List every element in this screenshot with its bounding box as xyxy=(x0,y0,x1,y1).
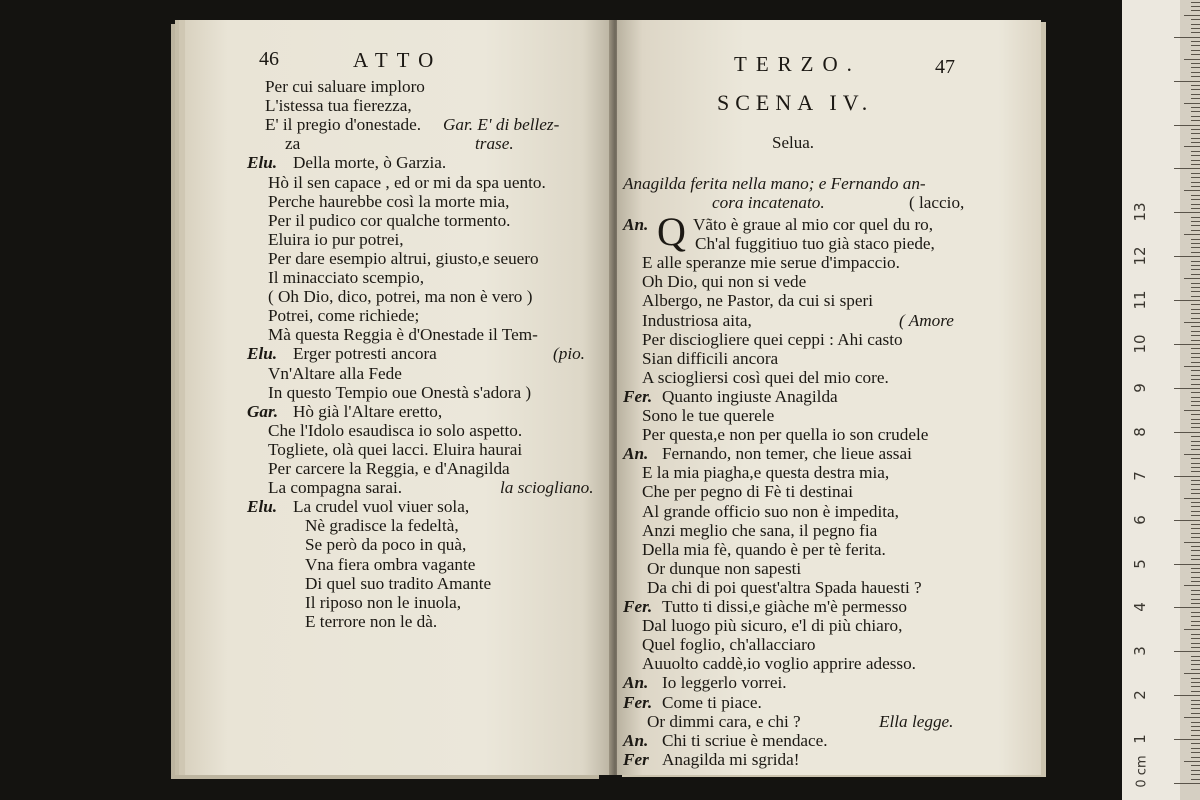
ruler-tick xyxy=(1191,348,1200,349)
ruler-tick xyxy=(1184,190,1200,191)
ruler-tick xyxy=(1191,309,1200,310)
ruler-tick xyxy=(1174,212,1200,213)
ruler-tick xyxy=(1191,397,1200,398)
ruler-tick xyxy=(1191,634,1200,635)
left_page-line: Togliete, olà quei lacci. Eluira haurai xyxy=(268,439,523,459)
ruler-tick xyxy=(1174,344,1200,345)
ruler-number: 5 xyxy=(1131,558,1149,569)
stage-direction-line-2: cora incatenato. xyxy=(712,193,825,212)
ruler-tick xyxy=(1191,621,1200,622)
ruler-tick xyxy=(1191,221,1200,222)
ruler-tick xyxy=(1191,713,1200,714)
ruler-tick xyxy=(1191,41,1200,42)
ruler-tick xyxy=(1191,195,1200,196)
ruler-tick xyxy=(1191,63,1200,64)
ruler-tick xyxy=(1191,204,1200,205)
ruler-tick xyxy=(1191,449,1200,450)
ruler-tick xyxy=(1191,550,1200,551)
stage-direction-line-1: Anagilda ferita nella mano; e Fernando an- xyxy=(623,174,926,193)
left_page-line: Hò il sen capace , ed or mi da spa uento. xyxy=(268,172,546,192)
ruler-tick xyxy=(1191,296,1200,297)
ruler-tick xyxy=(1191,524,1200,525)
speaker-label: Gar. xyxy=(247,401,279,421)
ruler-number: 10 xyxy=(1131,334,1149,354)
left_page-line: L'istessa tua fierezza, xyxy=(265,96,412,116)
ruler-tick xyxy=(1191,463,1200,464)
ruler-tick xyxy=(1191,774,1200,775)
ruler-number: 9 xyxy=(1131,383,1149,393)
ruler-tick xyxy=(1184,542,1200,543)
ruler-tick xyxy=(1191,480,1200,481)
right_page-line: Dal luogo più sicuro, e'l di più chiaro, xyxy=(642,616,903,636)
ruler-tick xyxy=(1191,594,1200,595)
ruler-tick xyxy=(1191,743,1200,744)
ruler-tick xyxy=(1191,678,1200,679)
ruler-tick xyxy=(1184,234,1200,235)
right_page-line: Io leggerlo vorrei. xyxy=(662,673,787,693)
ruler-tick xyxy=(1191,173,1200,174)
speaker-label: Fer. xyxy=(623,386,653,406)
speaker-label: Fer. xyxy=(623,597,653,616)
ruler-tick xyxy=(1191,660,1200,661)
ruler-unit-label: 0 cm xyxy=(1134,755,1150,788)
margin-note: Ella legge. xyxy=(879,711,954,731)
ruler-tick xyxy=(1174,607,1200,608)
right_page-line: Oh Dio, qui non si vede xyxy=(642,272,807,292)
right_page-line: Albergo, ne Pastor, da cui si speri xyxy=(642,291,873,311)
ruler-tick xyxy=(1191,239,1200,240)
ruler-tick xyxy=(1191,669,1200,670)
right_page-line: Chi ti scriue è mendace. xyxy=(662,730,828,750)
ruler-tick xyxy=(1184,410,1200,411)
ruler-tick xyxy=(1191,779,1200,780)
ruler-tick xyxy=(1191,287,1200,288)
speaker-label: An. xyxy=(623,444,649,464)
ruler-tick xyxy=(1191,467,1200,468)
ruler-tick xyxy=(1174,256,1200,257)
ruler-tick xyxy=(1184,146,1200,147)
right_page-line: Quel foglio, ch'allacciaro xyxy=(642,635,816,655)
ruler-tick xyxy=(1191,765,1200,766)
ruler-tick xyxy=(1184,103,1200,104)
ruler-tick xyxy=(1191,357,1200,358)
right_page-line: Ch'al fuggitiuo tuo già staco piede, xyxy=(695,234,935,254)
left_page-line: La crudel vuol viuer sola, xyxy=(293,497,470,517)
right_page-line: Da chi di poi quest'altra Spada hauesti ? xyxy=(647,577,922,597)
left-page-number: 46 xyxy=(259,48,279,70)
ruler-tick xyxy=(1191,370,1200,371)
ruler-tick xyxy=(1191,405,1200,406)
left_page-line: Vna fiera ombra vagante xyxy=(305,554,476,574)
ruler-tick xyxy=(1191,414,1200,415)
left_page-line: ( Oh Dio, dico, potrei, ma non è vero ) xyxy=(268,287,533,307)
right_page-line: Or dunque non sapesti xyxy=(647,558,802,578)
ruler-tick xyxy=(1191,445,1200,446)
right_page-line: Vãto è graue al mio cor quel du ro, xyxy=(693,215,934,234)
left_page-line: Hò già l'Altare eretto, xyxy=(293,401,443,421)
ruler-tick xyxy=(1191,252,1200,253)
ruler-tick xyxy=(1184,366,1200,367)
speaker-label: An. xyxy=(623,673,649,693)
ruler-tick xyxy=(1191,511,1200,512)
drop-cap: Q xyxy=(657,209,686,254)
margin-note: (pio. xyxy=(553,344,585,364)
ruler-tick xyxy=(1191,120,1200,121)
ruler-tick xyxy=(1174,300,1200,301)
right-running-head: TERZO. xyxy=(734,52,861,76)
ruler-tick xyxy=(1191,10,1200,11)
right_page-line: E la mia piagha,e questa destra mia, xyxy=(642,463,890,483)
left_page-line: Potrei, come richiede; xyxy=(268,306,420,326)
ruler-tick xyxy=(1191,155,1200,156)
ruler-tick xyxy=(1174,739,1200,740)
ruler-tick xyxy=(1184,278,1200,279)
ruler-tick xyxy=(1191,722,1200,723)
right_page-line: Che per pegno di Fè ti destinai xyxy=(642,482,853,502)
ruler-tick xyxy=(1184,59,1200,60)
ruler-tick xyxy=(1191,638,1200,639)
ruler-tick xyxy=(1191,133,1200,134)
measuring-ruler xyxy=(1122,0,1200,800)
right_page-line: Sian difficili ancora xyxy=(642,348,779,368)
ruler-tick xyxy=(1191,599,1200,600)
ruler-tick xyxy=(1191,28,1200,29)
ruler-tick xyxy=(1184,322,1200,323)
right_page-line: Fernando, non temer, che lieue assai xyxy=(662,444,912,464)
right_page-line: Sono le tue querele xyxy=(642,406,775,425)
left_page-line: Per cui saluare imploro xyxy=(265,77,425,96)
ruler-tick xyxy=(1191,537,1200,538)
ruler-number: 2 xyxy=(1131,690,1149,700)
ruler-tick xyxy=(1191,752,1200,753)
right_page-line: Industriosa aita, xyxy=(642,310,752,330)
ruler-tick xyxy=(1191,375,1200,376)
left_page-line: Se però da poco in quà, xyxy=(305,535,467,555)
ruler-number: 11 xyxy=(1131,290,1149,310)
ruler-tick xyxy=(1191,577,1200,578)
right_page-line: Auuolto caddè,io voglio apprire adesso. xyxy=(642,654,916,674)
ruler-tick xyxy=(1191,427,1200,428)
margin-note: trase. xyxy=(475,134,514,154)
ruler-tick xyxy=(1191,107,1200,108)
ruler-tick xyxy=(1184,717,1200,718)
ruler-number: 3 xyxy=(1131,646,1149,657)
right_page-line: Per disciogliere quei ceppi : Ahi casto xyxy=(642,329,903,349)
right_page-line: Per questa,e non per quella io son crudele xyxy=(642,425,929,445)
ruler-tick xyxy=(1191,572,1200,573)
ruler-tick xyxy=(1174,651,1200,652)
ruler-tick xyxy=(1174,168,1200,169)
ruler-tick xyxy=(1184,673,1200,674)
ruler-tick xyxy=(1191,243,1200,244)
ruler-tick xyxy=(1191,489,1200,490)
ruler-tick xyxy=(1174,37,1200,38)
ruler-tick xyxy=(1191,691,1200,692)
ruler-tick xyxy=(1191,54,1200,55)
ruler-tick xyxy=(1174,388,1200,389)
left_page-line: Nè gradisce la fedeltà, xyxy=(305,516,459,536)
ruler-tick xyxy=(1191,730,1200,731)
left_page-line: In questo Tempio oue Onestà s'adora ) xyxy=(268,382,532,402)
ruler-tick xyxy=(1191,656,1200,657)
ruler-tick xyxy=(1184,15,1200,16)
ruler-tick xyxy=(1191,419,1200,420)
ruler-tick xyxy=(1191,313,1200,314)
ruler-tick xyxy=(1191,471,1200,472)
ruler-tick xyxy=(1191,616,1200,617)
left_page-line: Per il pudico cor qualche tormento. xyxy=(268,210,511,230)
ruler-tick xyxy=(1174,564,1200,565)
ruler-tick xyxy=(1174,432,1200,433)
right_page-line: Come ti piace. xyxy=(662,692,762,712)
margin-note: Gar. E' di bellez- xyxy=(443,115,560,135)
ruler-tick xyxy=(1191,265,1200,266)
ruler-tick xyxy=(1191,515,1200,516)
ruler-tick xyxy=(1191,748,1200,749)
ruler-number: 12 xyxy=(1131,246,1149,266)
left_page-line: Che l'Idolo esaudisca io solo aspetto. xyxy=(268,420,523,440)
left_page-line: Vn'Altare alla Fede xyxy=(268,363,402,383)
left_page-line: Mà questa Reggia è d'Onestade il Tem- xyxy=(268,325,538,345)
ruler-tick xyxy=(1191,217,1200,218)
ruler-tick xyxy=(1191,484,1200,485)
ruler-tick xyxy=(1191,50,1200,51)
ruler-tick xyxy=(1191,735,1200,736)
speaker-label: An. xyxy=(623,215,649,234)
left-page xyxy=(185,20,613,775)
left_page-line: Perche haurebbe così la morte mia, xyxy=(268,191,510,211)
left-running-head: ATTO xyxy=(353,48,443,72)
ruler-tick xyxy=(1191,24,1200,25)
ruler-tick xyxy=(1191,269,1200,270)
ruler-tick xyxy=(1191,304,1200,305)
ruler-tick xyxy=(1191,138,1200,139)
ruler-tick xyxy=(1191,704,1200,705)
right_page-line: Quanto ingiuste Anagilda xyxy=(662,386,838,406)
ruler-tick xyxy=(1191,67,1200,68)
ruler-tick xyxy=(1191,151,1200,152)
ruler-tick xyxy=(1191,116,1200,117)
scene-setting: Selua. xyxy=(772,133,815,152)
ruler-tick xyxy=(1191,379,1200,380)
ruler-tick xyxy=(1191,423,1200,424)
scene-title: SCENA IV. xyxy=(717,90,874,115)
ruler-tick xyxy=(1191,664,1200,665)
ruler-tick xyxy=(1191,6,1200,7)
ruler-tick xyxy=(1191,603,1200,604)
ruler-tick xyxy=(1191,559,1200,560)
ruler-tick xyxy=(1191,493,1200,494)
left_page-line: Della morte, ò Garzia. xyxy=(293,153,447,173)
ruler-tick xyxy=(1191,89,1200,90)
ruler-tick xyxy=(1191,340,1200,341)
stage-direction-note: ( laccio, xyxy=(909,193,965,212)
ruler-tick xyxy=(1191,326,1200,327)
ruler-tick xyxy=(1191,85,1200,86)
ruler-tick xyxy=(1191,643,1200,644)
speaker-label: Elu. xyxy=(247,344,278,364)
ruler-tick xyxy=(1191,700,1200,701)
ruler-tick xyxy=(1191,458,1200,459)
left_page-line: Il minacciato scempio, xyxy=(268,268,425,287)
ruler-tick xyxy=(1191,392,1200,393)
ruler-tick xyxy=(1174,81,1200,82)
left_page-line: E terrore non le dà. xyxy=(305,611,438,631)
right-page-number: 47 xyxy=(935,56,955,78)
ruler-tick xyxy=(1191,76,1200,77)
ruler-tick xyxy=(1191,401,1200,402)
ruler-tick xyxy=(1191,72,1200,73)
ruler-tick xyxy=(1191,647,1200,648)
ruler-tick xyxy=(1191,528,1200,529)
right_page-line: Della mia fè, quando è per tè ferita. xyxy=(642,539,886,559)
ruler-tick xyxy=(1191,283,1200,284)
ruler-tick xyxy=(1191,590,1200,591)
speaker-label: Fer. xyxy=(623,692,653,712)
ruler-tick xyxy=(1191,208,1200,209)
ruler-number: 1 xyxy=(1131,734,1149,744)
left_page-line: Erger potresti ancora xyxy=(293,344,437,364)
right_page-line: A sciogliersi così quei del mio core. xyxy=(642,367,889,387)
margin-note: ( Amore xyxy=(899,310,954,330)
left_page-line: za xyxy=(285,134,301,154)
ruler-tick xyxy=(1191,129,1200,130)
ruler-tick xyxy=(1191,708,1200,709)
right_page-line: E alle speranze mie serue d'impaccio. xyxy=(642,253,900,273)
ruler-tick xyxy=(1174,695,1200,696)
ruler-tick xyxy=(1191,2,1200,3)
ruler-tick xyxy=(1191,533,1200,534)
ruler-tick xyxy=(1191,686,1200,687)
ruler-tick xyxy=(1191,353,1200,354)
left_page-line: La compagna sarai. xyxy=(268,478,403,498)
left_page-line: Per carcere la Reggia, e d'Anagilda xyxy=(268,459,510,478)
left_page-line: Per dare esempio altrui, giusto,e seuero xyxy=(268,248,539,268)
ruler-tick xyxy=(1191,682,1200,683)
ruler-tick xyxy=(1191,770,1200,771)
ruler-tick xyxy=(1191,160,1200,161)
ruler-tick xyxy=(1191,441,1200,442)
ruler-tick xyxy=(1191,98,1200,99)
ruler-tick xyxy=(1184,454,1200,455)
right_page-line: Anzi meglio che sana, il pegno fia xyxy=(642,520,878,540)
ruler-tick xyxy=(1191,186,1200,187)
ruler-number: 6 xyxy=(1131,514,1149,525)
ruler-tick xyxy=(1184,629,1200,630)
ruler-tick xyxy=(1191,436,1200,437)
ruler-tick xyxy=(1191,225,1200,226)
ruler-tick xyxy=(1191,546,1200,547)
ruler-tick xyxy=(1191,45,1200,46)
ruler-tick xyxy=(1191,230,1200,231)
ruler-tick xyxy=(1191,502,1200,503)
ruler-tick xyxy=(1191,164,1200,165)
ruler-tick xyxy=(1191,261,1200,262)
ruler-tick xyxy=(1191,111,1200,112)
ruler-tick xyxy=(1191,32,1200,33)
ruler-tick xyxy=(1184,585,1200,586)
ruler-tick xyxy=(1191,94,1200,95)
ruler-tick xyxy=(1191,555,1200,556)
ruler-number: 8 xyxy=(1131,427,1149,437)
ruler-tick xyxy=(1191,506,1200,507)
ruler-number: 7 xyxy=(1131,470,1149,481)
ruler-tick xyxy=(1191,274,1200,275)
ruler-tick xyxy=(1191,182,1200,183)
ruler-number: 13 xyxy=(1131,202,1149,222)
ruler-tick xyxy=(1174,520,1200,521)
ruler-tick xyxy=(1191,199,1200,200)
left_page-line: Il riposo non le inuola, xyxy=(305,592,462,612)
ruler-tick xyxy=(1184,498,1200,499)
ruler-tick xyxy=(1191,625,1200,626)
ruler-tick xyxy=(1174,783,1200,784)
ruler-tick xyxy=(1191,612,1200,613)
left_page-line: E' il pregio d'onestade. xyxy=(265,115,422,135)
right_page-line: Or dimmi cara, e chi ? xyxy=(647,711,801,731)
ruler-tick xyxy=(1191,291,1200,292)
ruler-tick xyxy=(1191,142,1200,143)
right_page-line: Anagilda mi sgrida! xyxy=(662,749,800,769)
ruler-tick xyxy=(1191,331,1200,332)
ruler-tick xyxy=(1191,362,1200,363)
ruler-tick xyxy=(1191,318,1200,319)
right-page xyxy=(617,20,1041,775)
speaker-label: Elu. xyxy=(247,153,278,173)
ruler-tick xyxy=(1174,476,1200,477)
ruler-tick xyxy=(1191,726,1200,727)
ruler-tick xyxy=(1191,581,1200,582)
ruler-tick xyxy=(1191,19,1200,20)
margin-note: la sciogliano. xyxy=(500,478,594,498)
right_page-line: Al grande officio suo non è impedita, xyxy=(642,501,899,521)
ruler-tick xyxy=(1191,757,1200,758)
speaker-label: An. xyxy=(623,730,649,750)
ruler-tick xyxy=(1184,761,1200,762)
ruler-tick xyxy=(1191,335,1200,336)
left_page-line: Di quel suo tradito Amante xyxy=(305,573,492,593)
left_page-line: Eluira io pur potrei, xyxy=(268,229,404,249)
ruler-tick xyxy=(1191,384,1200,385)
ruler-tick xyxy=(1174,125,1200,126)
speaker-label: Elu. xyxy=(247,497,278,517)
ruler-number: 4 xyxy=(1131,602,1149,613)
speaker-label: Fer xyxy=(623,749,649,769)
ruler-tick xyxy=(1191,177,1200,178)
ruler-tick xyxy=(1191,247,1200,248)
ruler-tick xyxy=(1191,568,1200,569)
right_page-line: Tutto ti dissi,e giàche m'è permesso xyxy=(662,597,907,616)
